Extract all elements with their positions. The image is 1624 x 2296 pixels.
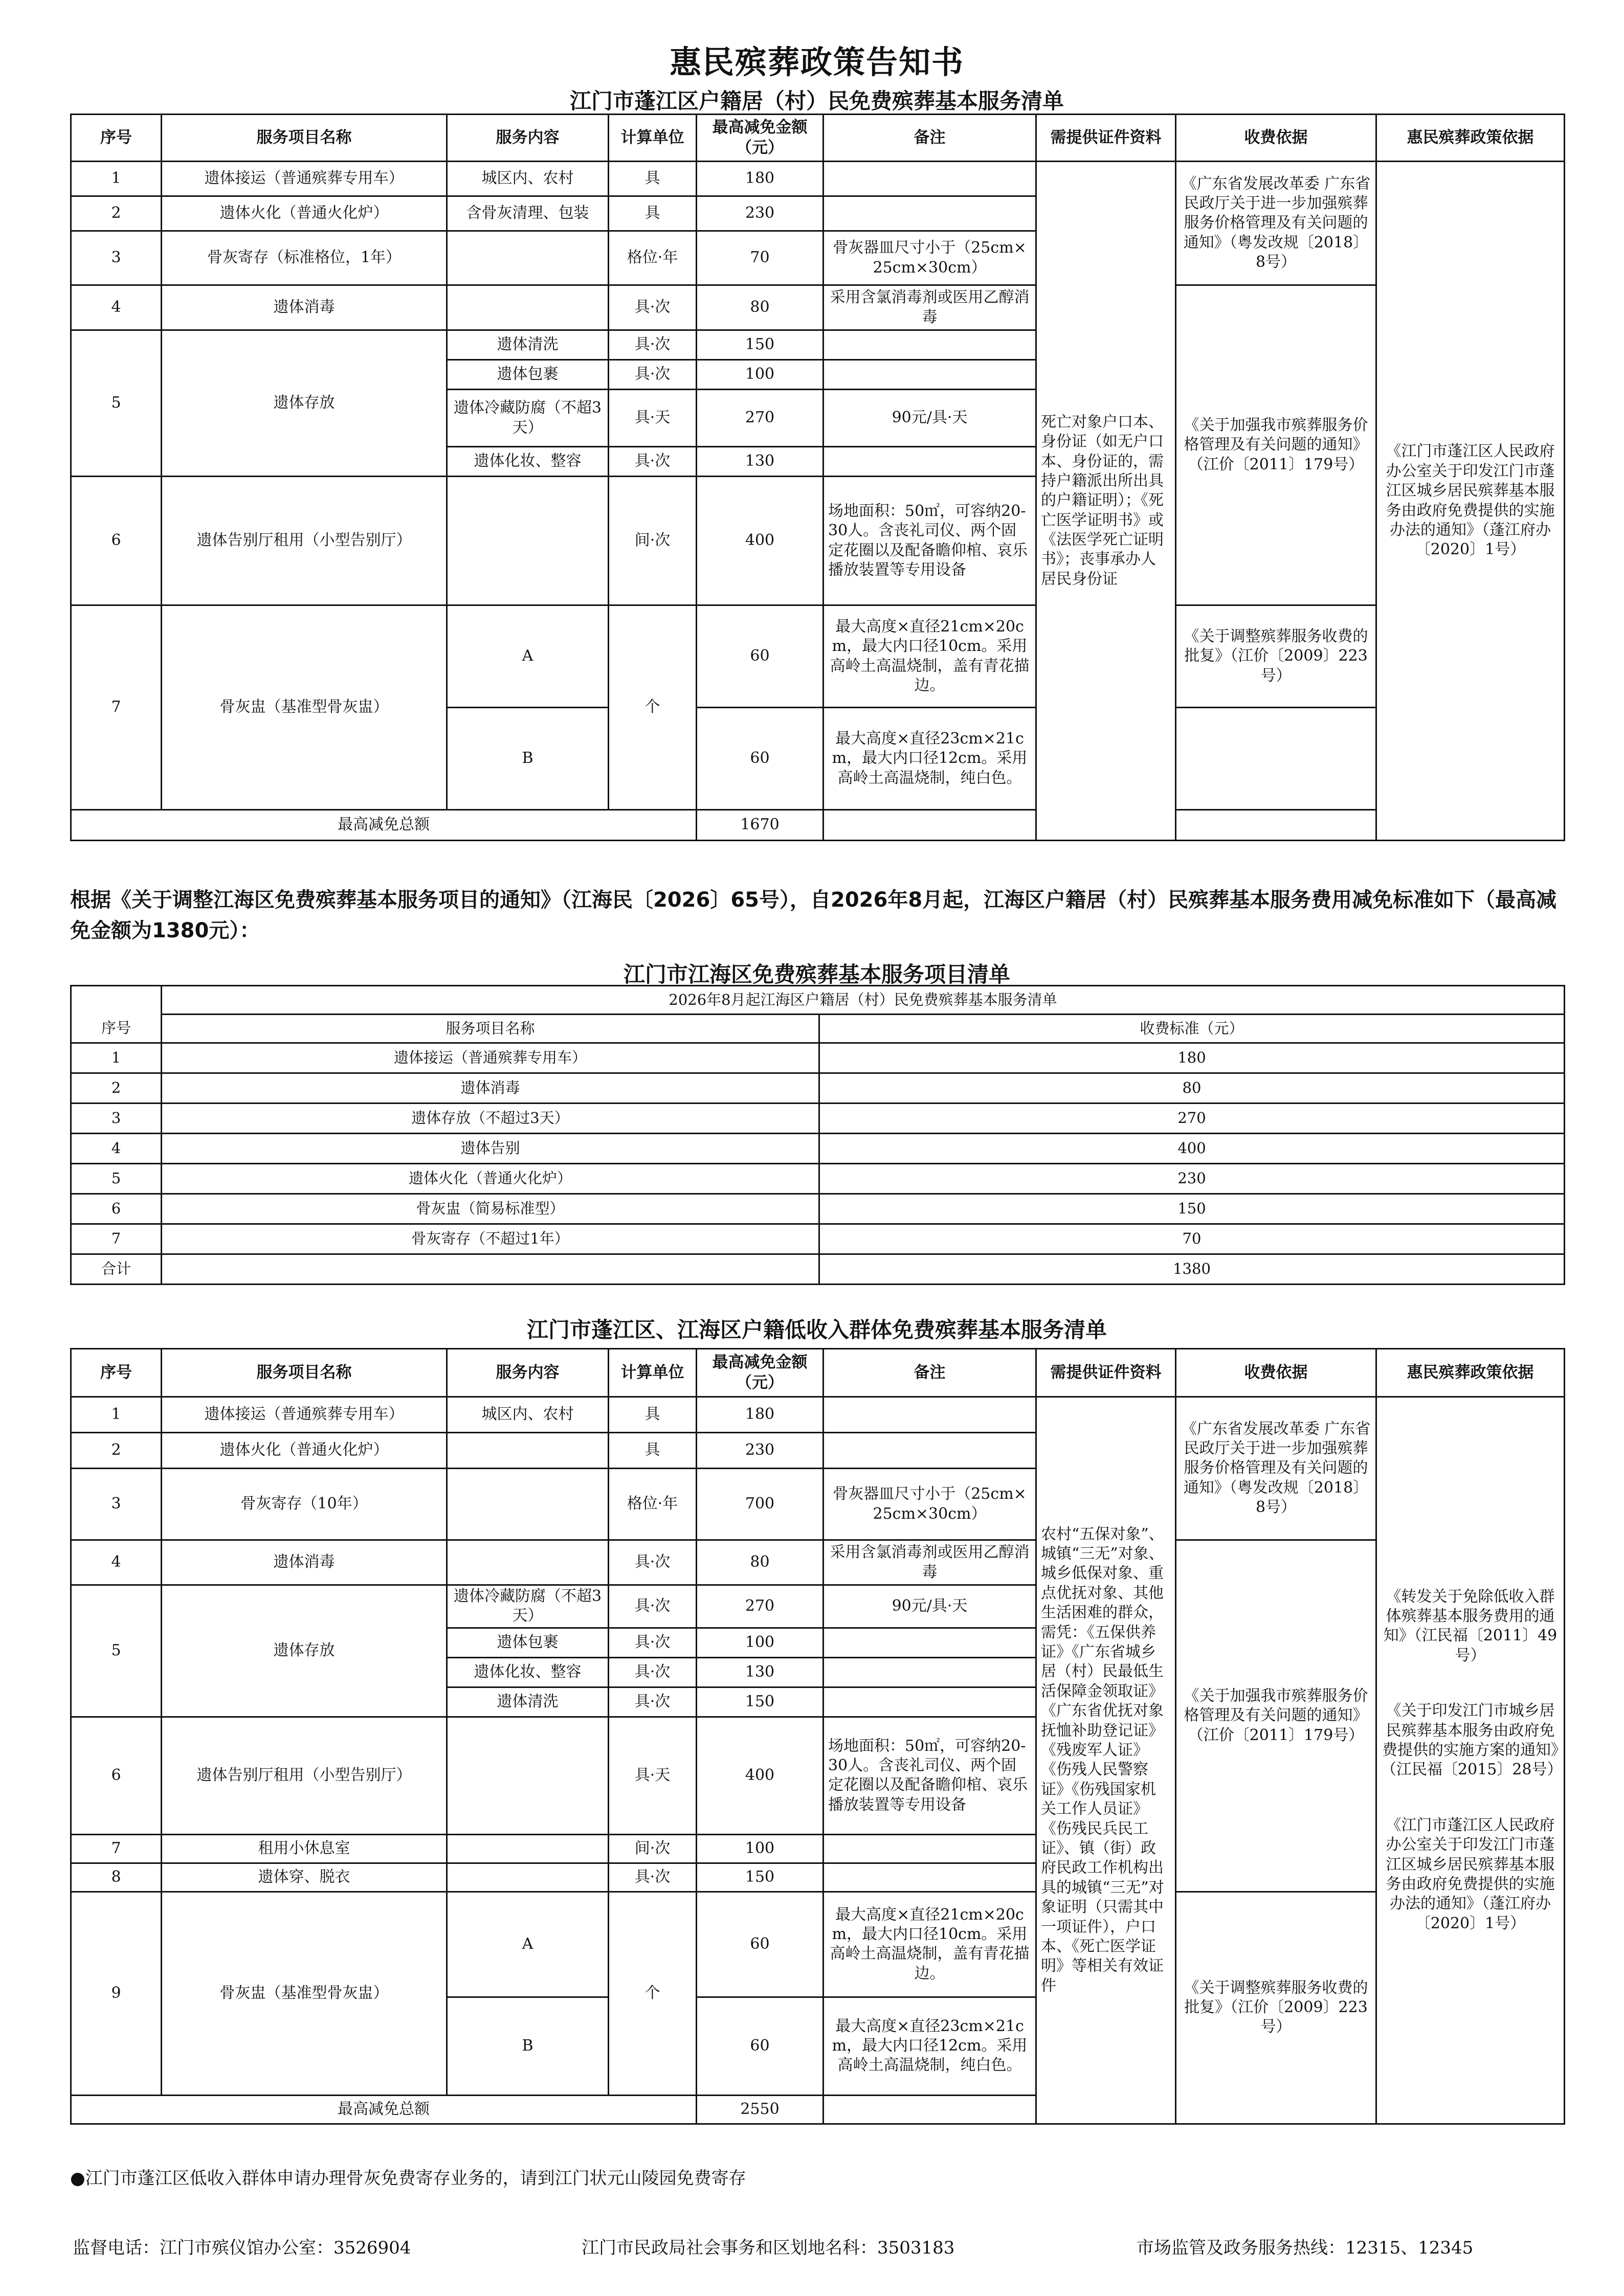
table-row: B 60 最大高度×直径23cm×21cm，最大内口径12cm。采用高岭土高温烧制，纯白色。 <box>71 708 1565 810</box>
table-row: 8 遗体穿、脱衣 具·次 150 <box>71 1863 1565 1892</box>
table-row: 6 遗体告别厅租用（小型告别厅） 间·次 400 场地面积：50㎡，可容纳20-30人。含丧礼司仪、两个固定花圈以及配备瞻仰棺、哀乐播放装置等专用设备 <box>71 477 1565 605</box>
table-row: 遗体包裹 具·次 100 <box>71 1628 1565 1657</box>
fee-basis-2: 《关于加强我市殡葬服务价格管理及有关问题的通知》（江价〔2011〕179号） <box>1176 1540 1376 1892</box>
table3-title: 江门市蓬江区、江海区户籍低收入群体免费殡葬基本服务清单 <box>526 1317 1107 1342</box>
table2-total-row: 合计 1380 <box>71 1254 1565 1285</box>
docs-cell: 死亡对象户口本、身份证（如无户口本、身份证的，需持户籍派出所出具的户籍证明）；《死亡医学证明书》或《法医学死亡证明书》；丧事承办人居民身份证 <box>1036 162 1176 841</box>
table-row: 1 遗体接运（普通殡葬专用车） 城区内、农村 具 180 农村“五保对象”、城镇“三无”对象、城乡低保对象、重点优抚对象、其他生活困难的群众，需凭：《五保供养证》《广东省城乡居（村）民最低生活保障金领取证》《广东省优抚对象抚恤补助登记证》《残废军人证》《伤残人民警察证》《伤残国家机关工作人员证》《伤残民兵民工证》、镇（街）政府民政工作机构出具的城镇“三无”对象证明（只需其中一项证件），户口本、《死亡医学证明》等相关有效证件 《广东省发展改革委 广东省民政厅关于进一步加强殡葬服务价格管理及有关问题的通知》（粤发改规〔2018〕8号） 《转发关于免除低收入群体殡葬基本服务费用的通知》（江民福〔2011〕49号） 《关于印发江门市城乡居民殡葬基本服务由政府免费提供的实施方案的通知》（江民福〔2015〕28号） 《江门市蓬江区人民政府办公室关于印发江门市蓬江区城乡居民殡葬基本服务由政府免费提供的实施办法的通知》（蓬江府办〔2020〕1号） <box>71 1397 1565 1433</box>
col-docs: 需提供证件资料 <box>1036 115 1176 162</box>
table-row: 4 遗体告别 400 <box>71 1134 1565 1164</box>
table-row: 5 遗体存放 遗体清洗 具·次 150 <box>71 330 1565 360</box>
col-fee-basis: 收费依据 <box>1176 115 1376 162</box>
table3-header: 序号 服务项目名称 服务内容 计算单位 最高减免金额（元） 备注 需提供证件资料 收费依据 惠民殡葬政策依据 <box>71 1349 1565 1397</box>
table-row: 7 骨灰盅（基准型骨灰盅） A 个 60 最大高度×直径21cm×20cm，最大内口径10cm。采用高岭土高温烧制，盖有青花描边。 《关于调整殡葬服务收费的批复》（江价〔2009〕223号） <box>71 605 1565 708</box>
table-row: 5 遗体火化（普通火化炉） 230 <box>71 1164 1565 1194</box>
table-row: 4 遗体消毒 具·次 80 采用含氯消毒剂或医用乙醇消毒 《关于加强我市殡葬服务价格管理及有关问题的通知》（江价〔2011〕179号） <box>71 285 1565 330</box>
notice-paragraph: 根据《关于调整江海区免费殡葬基本服务项目的通知》（江海民〔2026〕65号），自2026年8月起，江海区户籍居（村）民殡葬基本服务费用减免标准如下（最高减免金额为1380元）： <box>70 888 1557 942</box>
table-row: 遗体冷藏防腐（不超3天） 具·天 270 90元/具·天 <box>71 390 1565 447</box>
table-row: 7 租用小休息室 间·次 100 <box>71 1834 1565 1863</box>
table-row: 7 骨灰寄存（不超过1年） 70 <box>71 1224 1565 1254</box>
table-row: 6 骨灰盅（简易标准型） 150 <box>71 1194 1565 1224</box>
table-row: 4 遗体消毒 具·次 80 采用含氯消毒剂或医用乙醇消毒 《关于加强我市殡葬服务价格管理及有关问题的通知》（江价〔2011〕179号） <box>71 1540 1565 1585</box>
table-row: 遗体化妆、整容 具·次 130 <box>71 1657 1565 1687</box>
col-policy-basis: 惠民殡葬政策依据 <box>1376 115 1565 162</box>
col-no: 序号 <box>71 115 162 162</box>
table-row: 遗体清洗 具·次 150 <box>71 1687 1565 1717</box>
table-row: B 60 最大高度×直径23cm×21cm，最大内口径12cm。采用高岭土高温烧制，纯白色。 <box>71 1997 1565 2095</box>
table-row: 遗体化妆、整容 具·次 130 <box>71 447 1565 477</box>
table-row: 2 遗体消毒 80 <box>71 1073 1565 1104</box>
table1-header <box>71 115 1565 162</box>
fee-basis-2: 《关于加强我市殡葬服务价格管理及有关问题的通知》（江价〔2011〕179号） <box>1176 285 1376 605</box>
fee-basis-3: 《关于调整殡葬服务收费的批复》（江价〔2009〕223号） <box>1176 605 1376 708</box>
footer-civil-affairs-phone: 江门市民政局社会事务和区划地名科：3503183 <box>582 2238 955 2258</box>
table-row: 2 遗体火化（普通火化炉） 含骨灰清理、包装 具 230 <box>71 196 1565 231</box>
col-content: 服务内容 <box>447 115 609 162</box>
table-row: 2 遗体火化（普通火化炉） 具 230 <box>71 1433 1565 1469</box>
table2-header: 序号 服务项目名称 收费标准（元） <box>71 1015 1565 1043</box>
table2-title: 江门市江海区免费殡葬基本服务项目清单 <box>623 962 1010 987</box>
col-remark: 备注 <box>824 115 1036 162</box>
table-row: 9 骨灰盅（基准型骨灰盅） A 个 60 最大高度×直径21cm×20cm，最大内口径10cm。采用高岭土高温烧制，盖有青花描边。 《关于调整殡葬服务收费的批复》（江价〔2009〕223号） <box>71 1892 1565 1997</box>
col-amount: 最高减免金额（元） <box>697 115 824 162</box>
table-row: 1 遗体接运（普通殡葬专用车） 180 <box>71 1043 1565 1073</box>
fee-basis-3: 《关于调整殡葬服务收费的批复》（江价〔2009〕223号） <box>1176 1892 1376 2124</box>
table3-total-row: 最高减免总额 2550 <box>71 2095 1565 2124</box>
docs-cell: 农村“五保对象”、城镇“三无”对象、城乡低保对象、重点优抚对象、其他生活困难的群众，需凭：《五保供养证》《广东省城乡居（村）民最低生活保障金领取证》《广东省优抚对象抚恤补助登记证》《残废军人证》《伤残人民警察证》《伤残国家机关工作人员证》《伤残民兵民工证》、镇（街）政府民政工作机构出具的城镇“三无”对象证明（只需其中一项证件），户口本、《死亡医学证明》等相关有效证件 <box>1036 1397 1176 2124</box>
table-row: 3 骨灰寄存（10年） 格位·年 700 骨灰器皿尺寸小于（25cm×25cm×30cm） <box>71 1469 1565 1540</box>
table1-total-row: 最高减免总额 1670 <box>71 810 1565 841</box>
table-row: 1 遗体接运（普通殡葬专用车） 城区内、农村 具 180 死亡对象户口本、身份证（如无户口本、身份证的，需持户籍派出所出具的户籍证明）；《死亡医学证明书》或《法医学死亡证明书》；丧事承办人居民身份证 《广东省发展改革委 广东省民政厅关于进一步加强殡葬服务价格管理及有关问题的通知》（粤发改规〔2018〕8号） 《江门市蓬江区人民政府办公室关于印发江门市蓬江区城乡居民殡葬基本服务由政府免费提供的实施办法的通知》（蓬江府办〔2020〕1号） <box>71 162 1565 196</box>
table-row: 5 遗体存放 遗体冷藏防腐（不超3天） 具·次 270 90元/具·天 <box>71 1585 1565 1628</box>
page-title: 惠民殡葬政策告知书 <box>669 43 964 81</box>
col-unit: 计算单位 <box>609 115 697 162</box>
table-row: 遗体包裹 具·次 100 <box>71 360 1565 390</box>
table-row: 3 骨灰寄存（标准格位，1年） 格位·年 70 骨灰器皿尺寸小于（25cm×25cm×30cm） <box>71 231 1565 285</box>
table-row: 3 遗体存放（不超过3天） 270 <box>71 1104 1565 1134</box>
bottom-note: ●江门市蓬江区低收入群体申请办理骨灰免费寄存业务的，请到江门状元山陵园免费寄存 <box>70 2168 746 2189</box>
col-name: 服务项目名称 <box>162 115 447 162</box>
table2 <box>70 985 1565 1285</box>
fee-basis-1: 《广东省发展改革委 广东省民政厅关于进一步加强殡葬服务价格管理及有关问题的通知》（粤发改规〔2018〕8号） <box>1176 1397 1376 1540</box>
footer-hotline: 市场监管及政务服务热线：12315、12345 <box>1137 2238 1474 2258</box>
table-row: 6 遗体告别厅租用（小型告别厅） 具·天 400 场地面积：50㎡，可容纳20-30人。含丧礼司仪、两个固定花圈以及配备瞻仰棺、哀乐播放装置等专用设备 <box>71 1717 1565 1834</box>
table2-subtitle: 2026年8月起江海区户籍居（村）民免费殡葬基本服务清单 <box>162 986 1565 1015</box>
fee-basis-1: 《广东省发展改革委 广东省民政厅关于进一步加强殡葬服务价格管理及有关问题的通知》（粤发改规〔2018〕8号） <box>1176 162 1376 285</box>
policy-basis: 《江门市蓬江区人民政府办公室关于印发江门市蓬江区城乡居民殡葬基本服务由政府免费提供的实施办法的通知》（蓬江府办〔2020〕1号） <box>1376 162 1565 841</box>
policy-basis: 《转发关于免除低收入群体殡葬基本服务费用的通知》（江民福〔2011〕49号） 《关于印发江门市城乡居民殡葬基本服务由政府免费提供的实施方案的通知》（江民福〔2015〕28号） 《江门市蓬江区人民政府办公室关于印发江门市蓬江区城乡居民殡葬基本服务由政府免费提供的实施办法的通知》（蓬江府办〔2020〕1号） <box>1376 1397 1565 2124</box>
table1 <box>70 114 1565 841</box>
footer-supervision-phone: 监督电话：江门市殡仪馆办公室：3526904 <box>73 2238 411 2258</box>
table3 <box>70 1348 1565 2125</box>
table1-title: 江门市蓬江区户籍居（村）民免费殡葬基本服务清单 <box>569 88 1064 114</box>
